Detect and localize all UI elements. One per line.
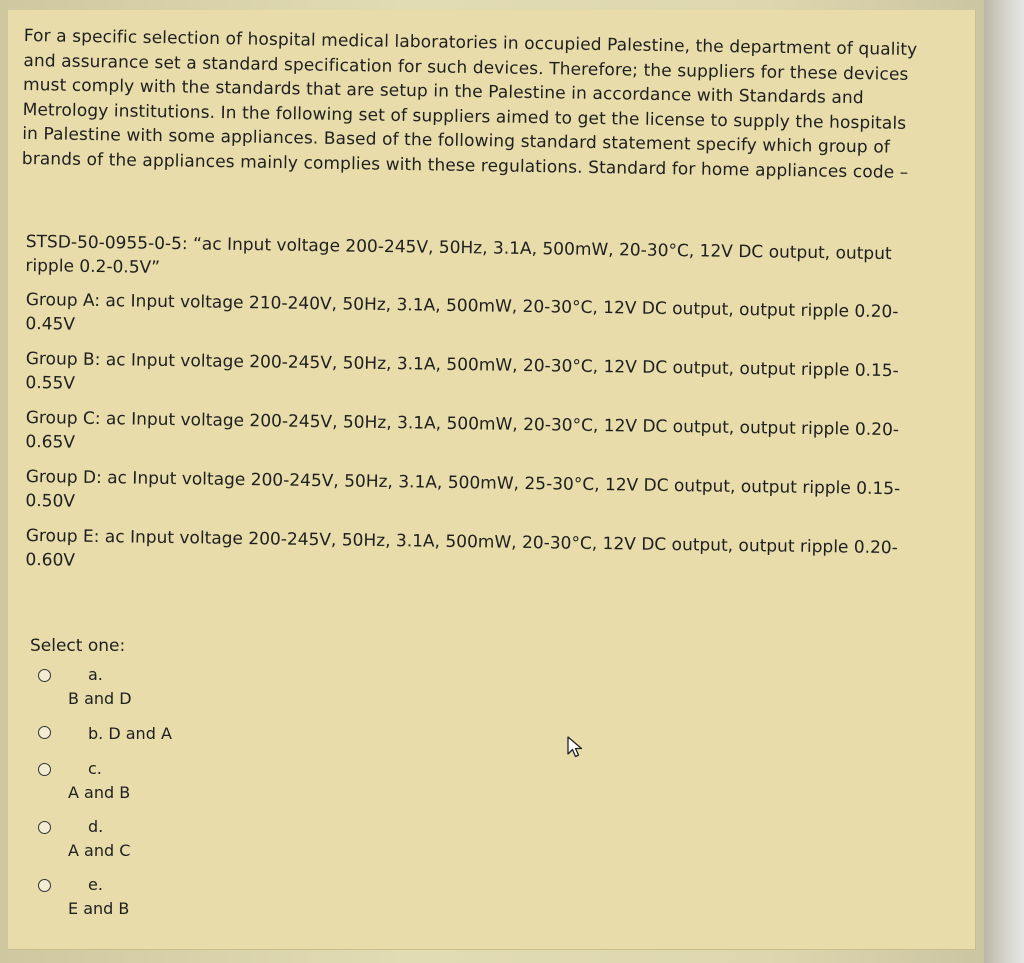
question-card <box>8 10 976 950</box>
question-paragraph: For a specific selection of hospital medical laboratories in occupied Palestine, the department of quality and assurance set a standard specification for such devices. Therefore; the suppliers for these devices must comply with the standards that are setup in the Palestine in accordance with Standards and Metrology institutions. In the following set of suppliers aimed to get the license to supply the hospitals in Palestine with some appliances. Based of the following standard statement specify which group of brands of the appliances mainly complies with these regulations. Standard for home appliances code – <box>21 25 918 183</box>
group-e-spec: Group E: ac Input voltage 200-245V, 50Hz, 3.1A, 500mW, 20-30°C, 12V DC output, output ripple 0.20-0.60V <box>25 525 898 571</box>
option-letter: e. <box>88 875 103 894</box>
option-label: D and A <box>108 724 172 743</box>
group-b-spec: Group B: ac Input voltage 200-245V, 50Hz, 3.1A, 500mW, 20-30°C, 12V DC output, output ripple 0.15-0.55V <box>25 348 899 394</box>
option-label: A and B <box>68 783 131 802</box>
option-label: A and C <box>68 841 131 860</box>
radio-button-icon[interactable] <box>38 879 51 892</box>
group-a-spec: Group A: ac Input voltage 210-240V, 50Hz, 3.1A, 500mW, 20-30°C, 12V DC output, output ripple 0.20-0.45V <box>25 289 899 335</box>
standard-statement: STSD-50-0955-0-5: “ac Input voltage 200-245V, 50Hz, 3.1A, 500mW, 20-30°C, 12V DC output, output ripple 0.2-0.5V” <box>25 231 892 278</box>
option-letter: a. <box>88 665 103 684</box>
option-label: E and B <box>68 899 130 918</box>
option-letter: d. <box>88 817 104 836</box>
group-c-spec: Group C: ac Input voltage 200-245V, 50Hz, 3.1A, 500mW, 20-30°C, 12V DC output, output ripple 0.20-0.65V <box>25 407 900 453</box>
window-edge <box>984 0 1024 963</box>
select-one-prompt: Select one: <box>30 636 126 656</box>
option-letter: b. D and A <box>88 724 172 743</box>
radio-button-icon[interactable] <box>38 669 51 682</box>
mouse-pointer-icon <box>566 735 584 759</box>
radio-button-icon[interactable] <box>38 763 51 776</box>
option-label: B and D <box>68 689 132 708</box>
radio-button-icon[interactable] <box>38 821 51 834</box>
option-letter: c. <box>88 759 102 778</box>
radio-button-icon[interactable] <box>38 726 51 739</box>
group-d-spec: Group D: ac Input voltage 200-245V, 50Hz, 3.1A, 500mW, 25-30°C, 12V DC output, output ripple 0.15-0.50V <box>25 466 901 512</box>
